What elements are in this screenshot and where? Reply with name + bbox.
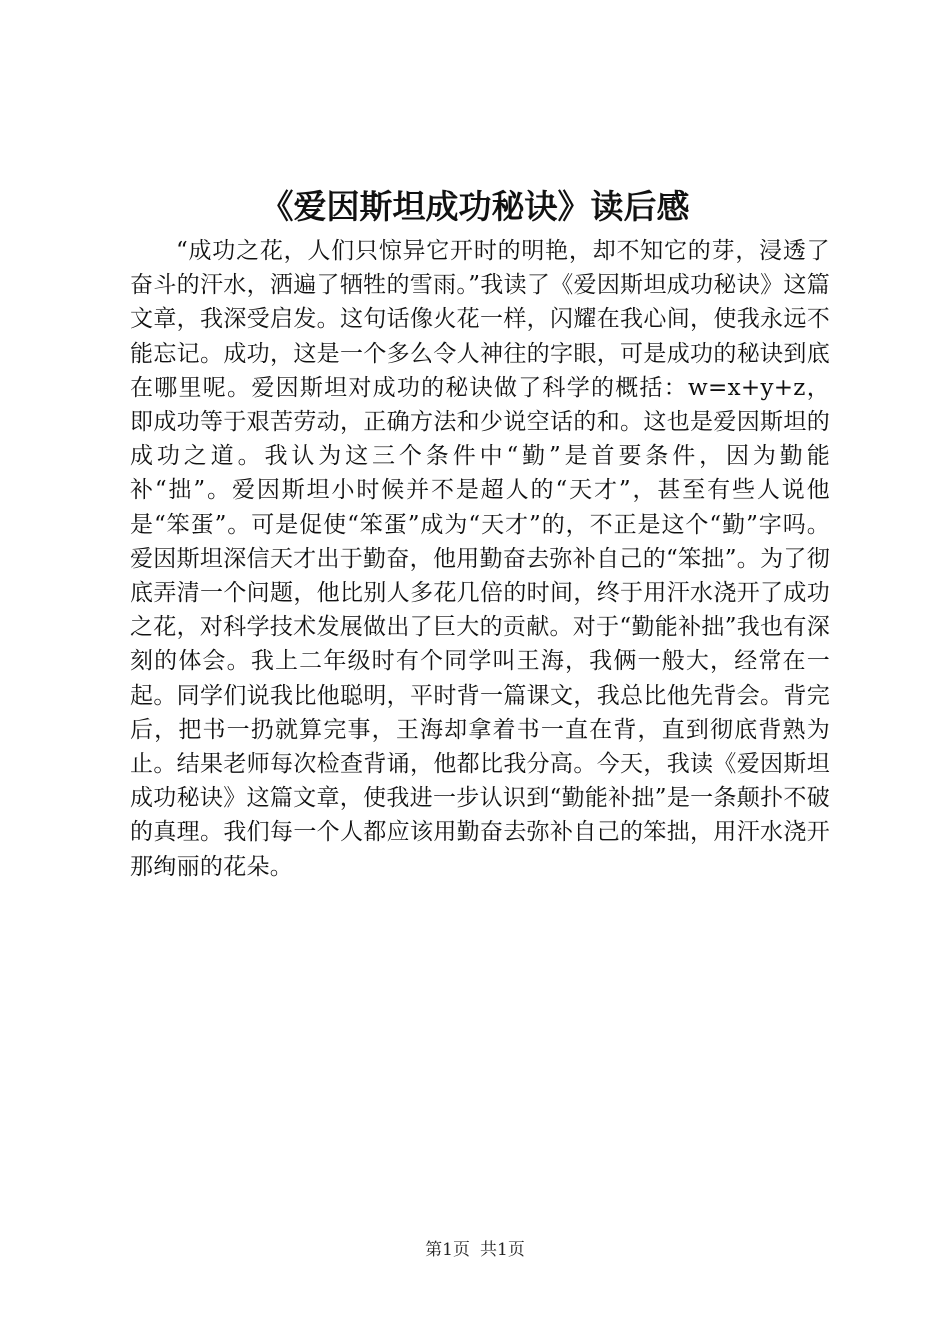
page-number-current: 第1页 [425, 1240, 470, 1260]
document-title: 《爱因斯坦成功秘诀》读后感 [260, 187, 690, 226]
page-footer [0, 1238, 950, 1262]
body-paragraph: “成功之花，人们只惊异它开时的明艳，却不知它的芽，浸透了奋斗的汗水，洒遍了牺牲的雪雨。”我读了《爱因斯坦成功秘诀》这篇文章，我深受启发。这句话像火花一样，闪耀在我心间，使我永远不能忘记。成功，这是一个多么令人神往的字眼，可是成功的秘诀到底在哪里呢。爱因斯坦对成功的秘诀做了科学的概括：w=x+y+z，即成功等于艰苦劳动，正确方法和少说空话的和。这也是爱因斯坦的成功之道。我认为这三个条件中“勤”是首要条件，因为勤能补“拙”。爱因斯坦小时候并不是超人的“天才”，甚至有些人说他是“笨蛋”。可是促使“笨蛋”成为“天才”的，不正是这个“勤”字吗。爱因斯坦深信天才出于勤奋，他用勤奋去弥补自己的“笨拙”。为了彻底弄清一个问题，他比别人多花几倍的时间，终于用汗水浇开了成功之花，对科学技术发展做出了巨大的贡献。对于“勤能补拙”我也有深刻的体会。我上二年级时有个同学叫王海，我俩一般大，经常在一起。同学们说我比他聪明，平时背一篇课文，我总比他先背会。背完后，把书一扔就算完事，王海却拿着书一直在背，直到彻底背熟为止。结果老师每次检查背诵，他都比我分高。今天，我读《爱因斯坦成功秘诀》这篇文章，使我进一步认识到“勤能补拙”是一条颠扑不破的真理。我们每一个人都应该用勤奋去弥补自己的笨拙，用汗水浇开那绚丽的花朵。 [130, 238, 830, 880]
page-number-total: 共1页 [480, 1240, 525, 1260]
